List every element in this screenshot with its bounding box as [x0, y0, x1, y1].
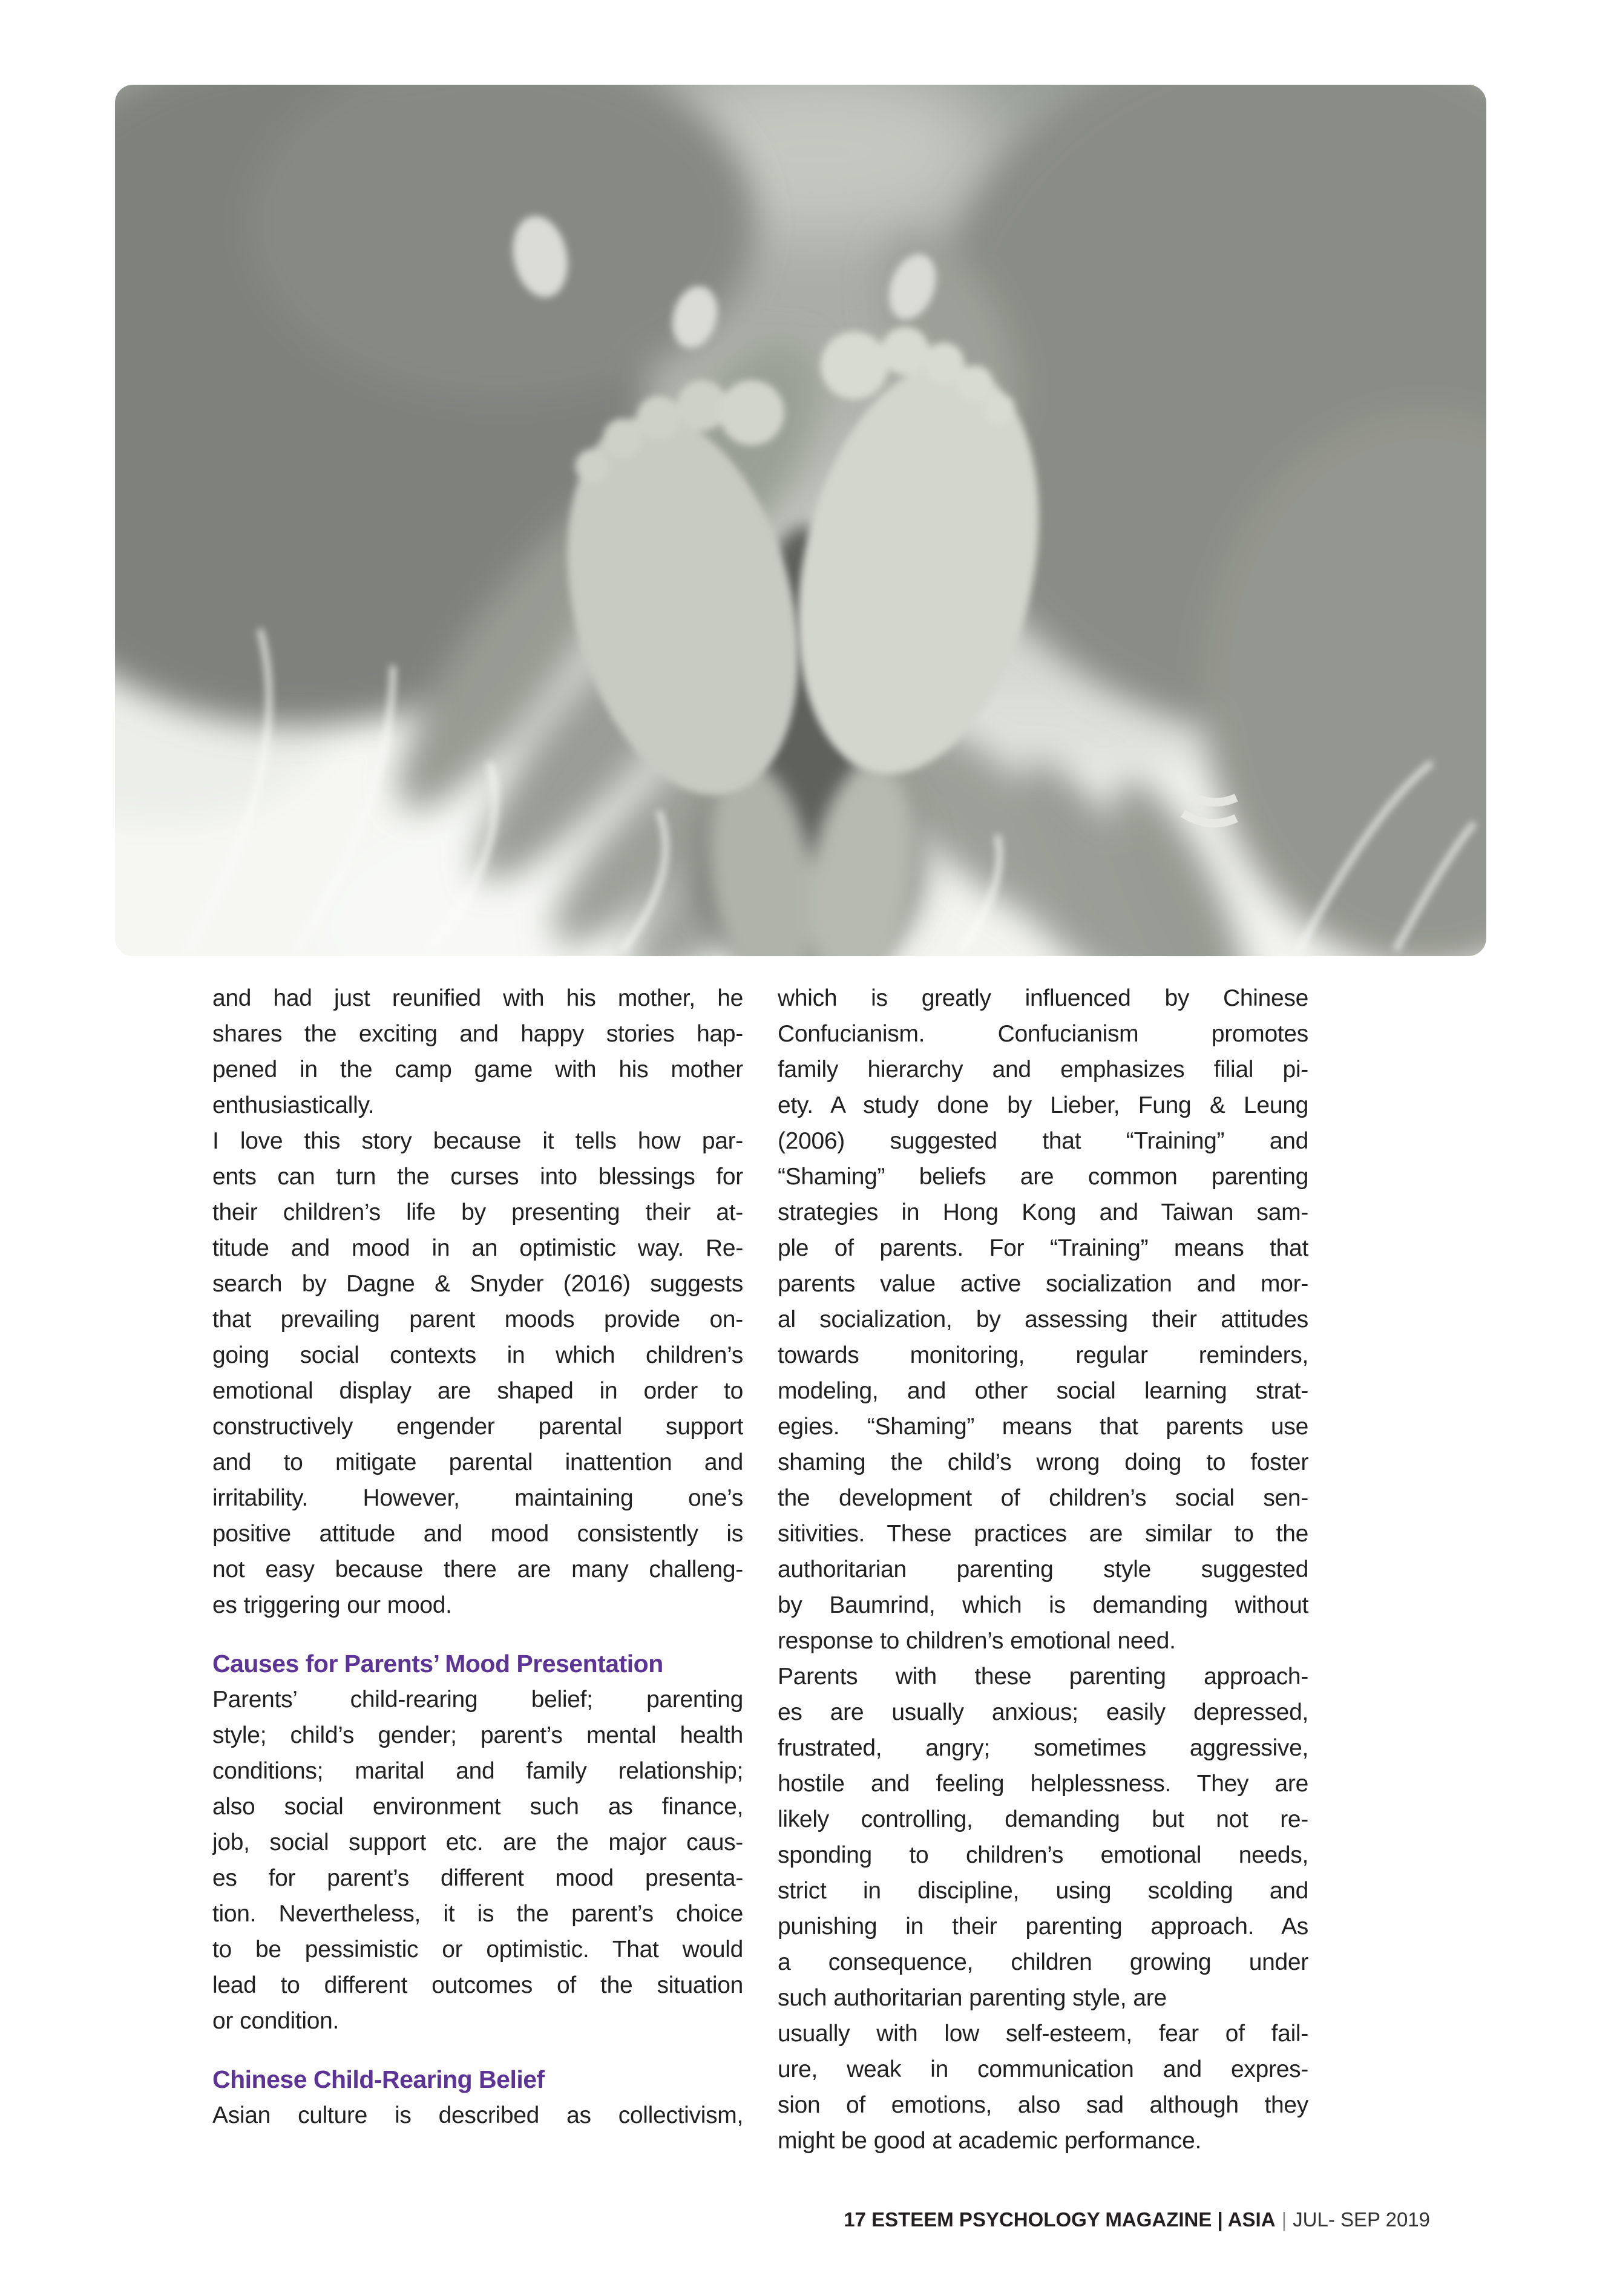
body-text-line: job, social support etc. are the major caus-: [212, 1829, 743, 1855]
body-text-line: authoritarian parenting style suggested: [778, 1556, 1308, 1583]
body-text-line: not easy because there are many challeng-: [212, 1556, 743, 1583]
body-text-line: positive attitude and mood consistently is: [212, 1521, 743, 1547]
body-text-line: sion of emotions, also sad although they: [778, 2092, 1308, 2118]
article-column-left: [212, 980, 743, 2133]
body-text-line: shaming the child’s wrong doing to foster: [778, 1449, 1308, 1475]
body-text-line: and to mitigate parental inattention and: [212, 1449, 743, 1475]
body-text-line: Confucianism. Confucianism promotes: [778, 1021, 1308, 1047]
article-column-right: [778, 980, 1308, 2159]
page-footer: [844, 2208, 1430, 2232]
body-text-line: by Baumrind, which is demanding without: [778, 1592, 1308, 1618]
body-text-line: frustrated, angry; sometimes aggressive,: [778, 1735, 1308, 1761]
body-text-line: punishing in their parenting approach. As: [778, 1914, 1308, 1940]
body-text-line: usually with low self-esteem, fear of fail-: [778, 2021, 1308, 2047]
body-text-line: a consequence, children growing under: [778, 1949, 1308, 1975]
body-text-line: Parents with these parenting approach-: [778, 1664, 1308, 1690]
body-text-line: (2006) suggested that “Training” and: [778, 1128, 1308, 1154]
body-text-line: es are usually anxious; easily depressed,: [778, 1699, 1308, 1725]
body-text-line: or condition.: [212, 2008, 340, 2034]
body-text-line: ure, weak in communication and expres-: [778, 2056, 1308, 2082]
body-text-line: al socialization, by assessing their attitudes: [778, 1307, 1308, 1333]
body-text-line: that prevailing parent moods provide on-: [212, 1307, 743, 1333]
body-text-line: the development of children’s social sen-: [778, 1485, 1308, 1511]
body-text-line: strict in discipline, using scolding and: [778, 1878, 1308, 1904]
body-text-line: modeling, and other social learning strat-: [778, 1378, 1308, 1404]
body-text-line: response to children’s emotional need.: [778, 1628, 1176, 1654]
body-text-line: sitivities. These practices are similar to the: [778, 1521, 1308, 1547]
body-text-line: likely controlling, demanding but not re-: [778, 1806, 1308, 1832]
body-text-line: egies. “Shaming” means that parents use: [778, 1414, 1308, 1440]
body-text-line: to be pessimistic or optimistic. That would: [212, 1937, 743, 1963]
body-text-line: pened in the camp game with his mother: [212, 1057, 743, 1083]
body-text-line: ents can turn the curses into blessings for: [212, 1164, 743, 1190]
body-text-line: style; child’s gender; parent’s mental health: [212, 1722, 743, 1748]
body-text-line: conditions; marital and family relationship;: [212, 1758, 743, 1784]
body-text-line: “Shaming” beliefs are common parenting: [778, 1164, 1308, 1190]
footer-issue-date: JUL- SEP 2019: [1293, 2208, 1430, 2231]
body-text-line: such authoritarian parenting style, are: [778, 1985, 1167, 2011]
section-heading: Causes for Parents’ Mood Presentation: [212, 1650, 663, 1678]
body-text-line: towards monitoring, regular reminders,: [778, 1342, 1308, 1368]
hands-heart-illustration: [115, 85, 1486, 956]
hands-heart-photo: [115, 85, 1486, 956]
body-text-line: es triggering our mood.: [212, 1592, 452, 1618]
body-text-line: Parents’ child-rearing belief; parenting: [212, 1687, 743, 1713]
body-text-line: enthusiastically.: [212, 1092, 375, 1118]
body-text-line: their children’s life by presenting their at-: [212, 1199, 743, 1225]
body-text-line: es for parent’s different mood presenta-: [212, 1865, 743, 1891]
body-text-line: ple of parents. For “Training” means that: [778, 1235, 1308, 1261]
body-text-line: lead to different outcomes of the situation: [212, 1972, 743, 1998]
body-text-line: going social contexts in which children’s: [212, 1342, 743, 1368]
section-heading: Chinese Child-Rearing Belief: [212, 2065, 545, 2093]
body-text-line: emotional display are shaped in order to: [212, 1378, 743, 1404]
body-text-line: strategies in Hong Kong and Taiwan sam-: [778, 1199, 1308, 1225]
body-text-line: search by Dagne & Snyder (2016) suggests: [212, 1271, 743, 1297]
body-text-line: sponding to children’s emotional needs,: [778, 1842, 1308, 1868]
footer-separator: |: [1281, 2208, 1287, 2231]
body-text-line: Asian culture is described as collectivism,: [212, 2102, 743, 2128]
body-text-line: might be good at academic performance.: [778, 2128, 1201, 2154]
body-text-line: I love this story because it tells how par-: [212, 1128, 743, 1154]
body-text-line: which is greatly influenced by Chinese: [778, 985, 1308, 1011]
body-text-line: and had just reunified with his mother, he: [212, 985, 743, 1011]
body-text-line: ety. A study done by Lieber, Fung & Leung: [778, 1092, 1308, 1118]
body-text-line: tion. Nevertheless, it is the parent’s choice: [212, 1901, 743, 1927]
body-text-line: also social environment such as finance,: [212, 1794, 743, 1820]
body-text-line: family hierarchy and emphasizes filial pi-: [778, 1057, 1308, 1083]
footer-page-and-magazine-title: 17 ESTEEM PSYCHOLOGY MAGAZINE | ASIA: [844, 2208, 1276, 2231]
body-text-line: titude and mood in an optimistic way. Re-: [212, 1235, 743, 1261]
body-text-line: parents value active socialization and mor-: [778, 1271, 1308, 1297]
body-text-line: irritability. However, maintaining one’s: [212, 1485, 743, 1511]
body-text-line: shares the exciting and happy stories hap-: [212, 1021, 743, 1047]
body-text-line: hostile and feeling helplessness. They are: [778, 1771, 1308, 1797]
body-text-line: constructively engender parental support: [212, 1414, 743, 1440]
